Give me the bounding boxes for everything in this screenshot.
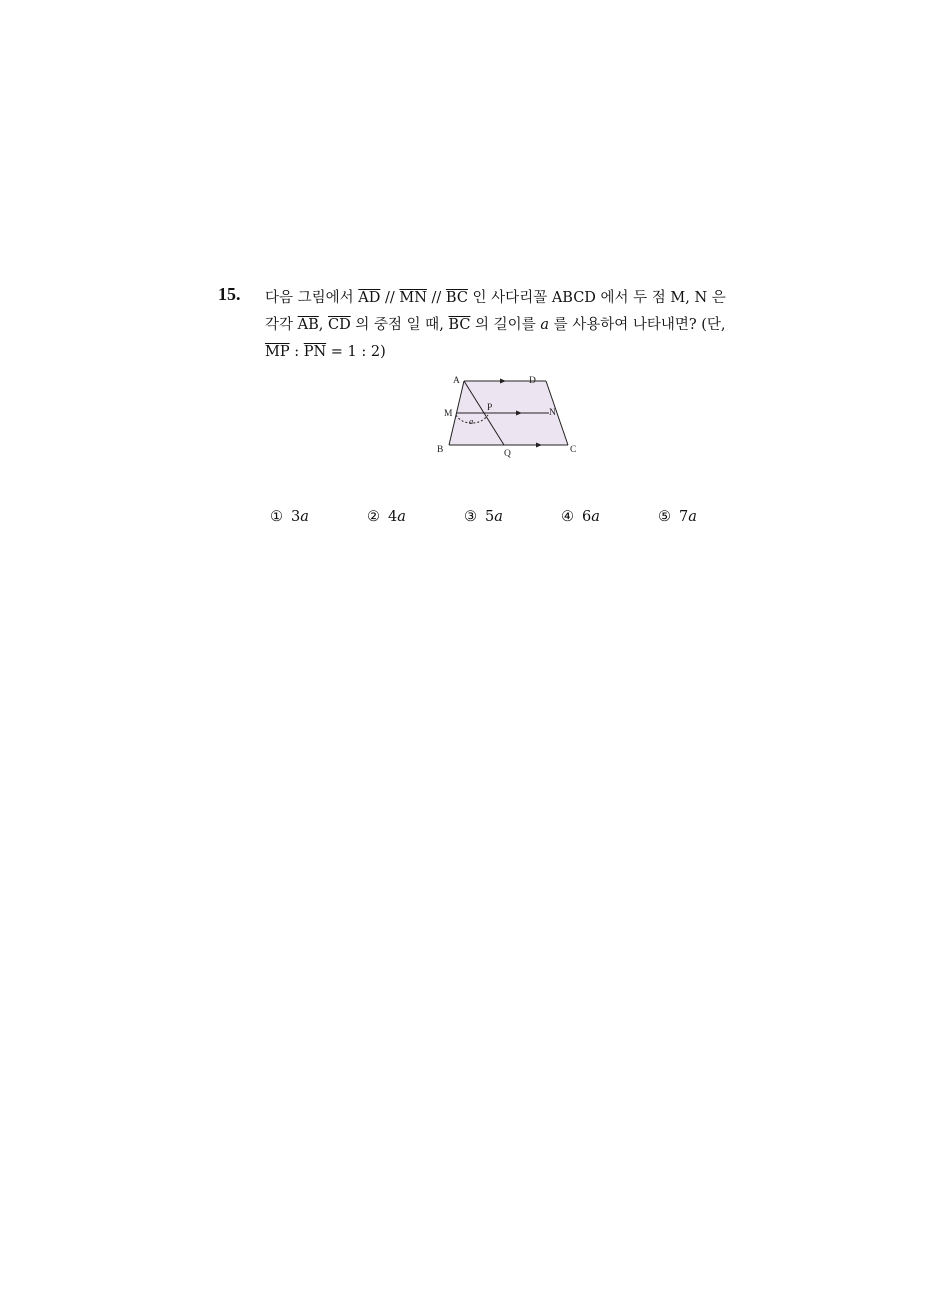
- stem-text: 를 사용하여 나타내면? (단,: [548, 317, 726, 333]
- label-n: N: [549, 408, 556, 418]
- segment-cd: $\overline{CD}$: [327, 317, 351, 333]
- parallel-symbol: //: [426, 290, 446, 306]
- choice-5[interactable]: [658, 509, 697, 525]
- label-b: B: [437, 445, 444, 455]
- trapezoid-figure: [434, 370, 584, 462]
- segment-ad: $\overline{AD}$: [358, 290, 381, 306]
- choice-number: 7: [679, 509, 689, 525]
- stem-text: 의 중점 일 때,: [350, 317, 449, 333]
- choice-variable: a: [397, 509, 406, 525]
- choice-marker: ①: [270, 509, 283, 525]
- stem-text: 각각: [265, 317, 298, 333]
- label-m: M: [444, 409, 453, 419]
- segment-bc: $\overline{BC}$: [448, 317, 471, 333]
- stem-text: 인 사다리꼴 ABCD 에서 두 점 M, N 은: [467, 290, 726, 306]
- choice-3[interactable]: [464, 509, 503, 525]
- choice-2[interactable]: [367, 509, 406, 525]
- stem-text: 다음 그림에서: [265, 290, 359, 306]
- stem-text: ,: [318, 317, 328, 333]
- segment-mn: $\overline{MN}$: [399, 290, 427, 306]
- choice-number: 3: [291, 509, 301, 525]
- choice-marker: ③: [464, 509, 477, 525]
- choice-number: 4: [388, 509, 398, 525]
- label-a: A: [453, 376, 460, 386]
- choice-marker: ②: [367, 509, 380, 525]
- choice-4[interactable]: [561, 509, 600, 525]
- choice-marker: ④: [561, 509, 574, 525]
- stem-line-3: [265, 339, 765, 366]
- stem-line-1: [265, 285, 765, 312]
- parallel-symbol: //: [380, 290, 400, 306]
- segment-bc: $\overline{BC}$: [445, 290, 468, 306]
- choice-marker: ⑤: [658, 509, 671, 525]
- choice-variable: a: [688, 509, 697, 525]
- variable-a: a: [540, 317, 549, 333]
- stem-text: = 1 : 2): [326, 344, 386, 360]
- question-number: 15.: [218, 284, 241, 304]
- stem-text: 의 길이를: [470, 317, 541, 333]
- stem-line-2: [265, 312, 765, 339]
- segment-ab: $\overline{AB}$: [297, 317, 319, 333]
- segment-pn: $\overline{PN}$: [303, 344, 327, 360]
- choice-1[interactable]: [270, 509, 309, 525]
- choice-variable: a: [591, 509, 600, 525]
- label-q: Q: [504, 449, 511, 459]
- choice-number: 6: [582, 509, 592, 525]
- question-stem: [265, 285, 765, 366]
- label-var-a: a: [469, 416, 474, 426]
- choice-variable: a: [494, 509, 503, 525]
- stem-text: :: [289, 344, 304, 360]
- segment-mp: $\overline{MP}$: [265, 344, 290, 360]
- label-c: C: [570, 445, 577, 455]
- choice-number: 5: [485, 509, 495, 525]
- label-p: P: [487, 403, 493, 413]
- label-d: D: [529, 376, 536, 386]
- choice-variable: a: [300, 509, 309, 525]
